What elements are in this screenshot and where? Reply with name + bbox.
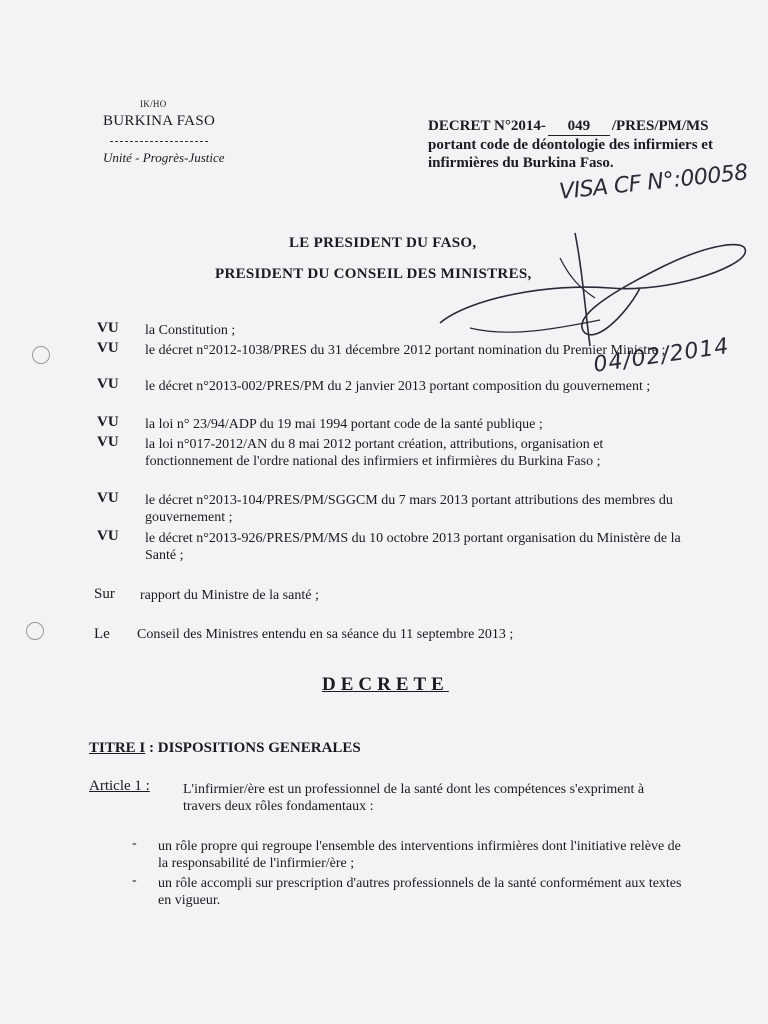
vu-text: la loi n°017-2012/AN du 8 mai 2012 portant création, attributions, organisation et fonctionnement de l'ordre national des infirmiers et infirmières du Burkina Faso ;	[145, 437, 604, 469]
vu-text: le décret n°2013-926/PRES/PM/MS du 10 octobre 2013 portant organisation du Ministère de la Santé ;	[145, 531, 681, 563]
vu-text: la loi n° 23/94/ADP du 19 mai 1994 portant code de la santé publique ;	[145, 417, 543, 432]
bullet-text: un rôle propre qui regroupe l'ensemble des interventions infirmières dont l'initiative relève de la responsabilité de l'infirmier/ère ;	[158, 839, 681, 871]
le-text: Conseil des Ministres entendu en sa séance du 11 septembre 2013 ;	[137, 627, 514, 642]
decree-suffix: /PRES/PM/MS	[611, 118, 709, 134]
article-label: Article 1 :	[89, 778, 150, 794]
vu-text: la Constitution ;	[145, 323, 236, 338]
vu-text: le décret n°2013-104/PRES/PM/SGGCM du 7 mars 2013 portant attributions des membres du gouvernement ;	[145, 493, 673, 525]
president-title-line2: PRESIDENT DU CONSEIL DES MINISTRES,	[215, 266, 532, 282]
vu-label: VU	[97, 528, 119, 544]
sur-text: rapport du Ministre de la santé ;	[140, 588, 319, 603]
punch-hole	[32, 346, 50, 364]
decree-number: 049	[548, 117, 610, 136]
bullet-marker: -	[132, 873, 137, 888]
le-label: Le	[94, 626, 110, 642]
country-name: BURKINA FASO	[103, 113, 216, 129]
vu-label: VU	[97, 340, 119, 356]
bullet-marker: -	[132, 836, 137, 851]
date-annotation: 04/02/2014	[592, 333, 731, 378]
vu-text: le décret n°2013-002/PRES/PM du 2 janvier 2013 portant composition du gouvernement ;	[145, 379, 651, 394]
article-text: L'infirmier/ère est un professionnel de la santé dont les compétences s'expriment à travers deux rôles fondamentaux :	[183, 782, 645, 814]
vu-label: VU	[97, 434, 119, 450]
title-label: TITRE I	[89, 740, 146, 756]
vu-label: VU	[97, 414, 119, 430]
vu-label: VU	[97, 376, 119, 392]
vu-label: VU	[97, 320, 119, 336]
president-title-line1: LE PRESIDENT DU FASO,	[289, 235, 477, 251]
title-text: : DISPOSITIONS GENERALES	[149, 740, 361, 756]
reference-initials: IK/HO	[140, 99, 167, 109]
title-heading	[89, 740, 361, 757]
punch-hole	[26, 622, 44, 640]
visa-annotation: VISA CF N°:00058	[558, 160, 749, 205]
sur-label: Sur	[94, 586, 115, 602]
bullet-text: un rôle accompli sur prescription d'autres professionnels de la santé conformément aux textes en vigueur.	[158, 876, 682, 908]
vu-label: VU	[97, 490, 119, 506]
vu-text: le décret n°2012-1038/PRES du 31 décembre 2012 portant nomination du Premier Ministre ;	[145, 343, 666, 358]
header-divider	[110, 141, 208, 142]
decrete-heading: DECRETE	[322, 674, 449, 695]
national-motto: Unité - Progrès-Justice	[103, 150, 225, 165]
decree-subject: portant code de déontologie des infirmiers et infirmières du Burkina Faso.	[428, 137, 713, 171]
decree-prefix: DECRET N°2014-	[428, 118, 546, 134]
